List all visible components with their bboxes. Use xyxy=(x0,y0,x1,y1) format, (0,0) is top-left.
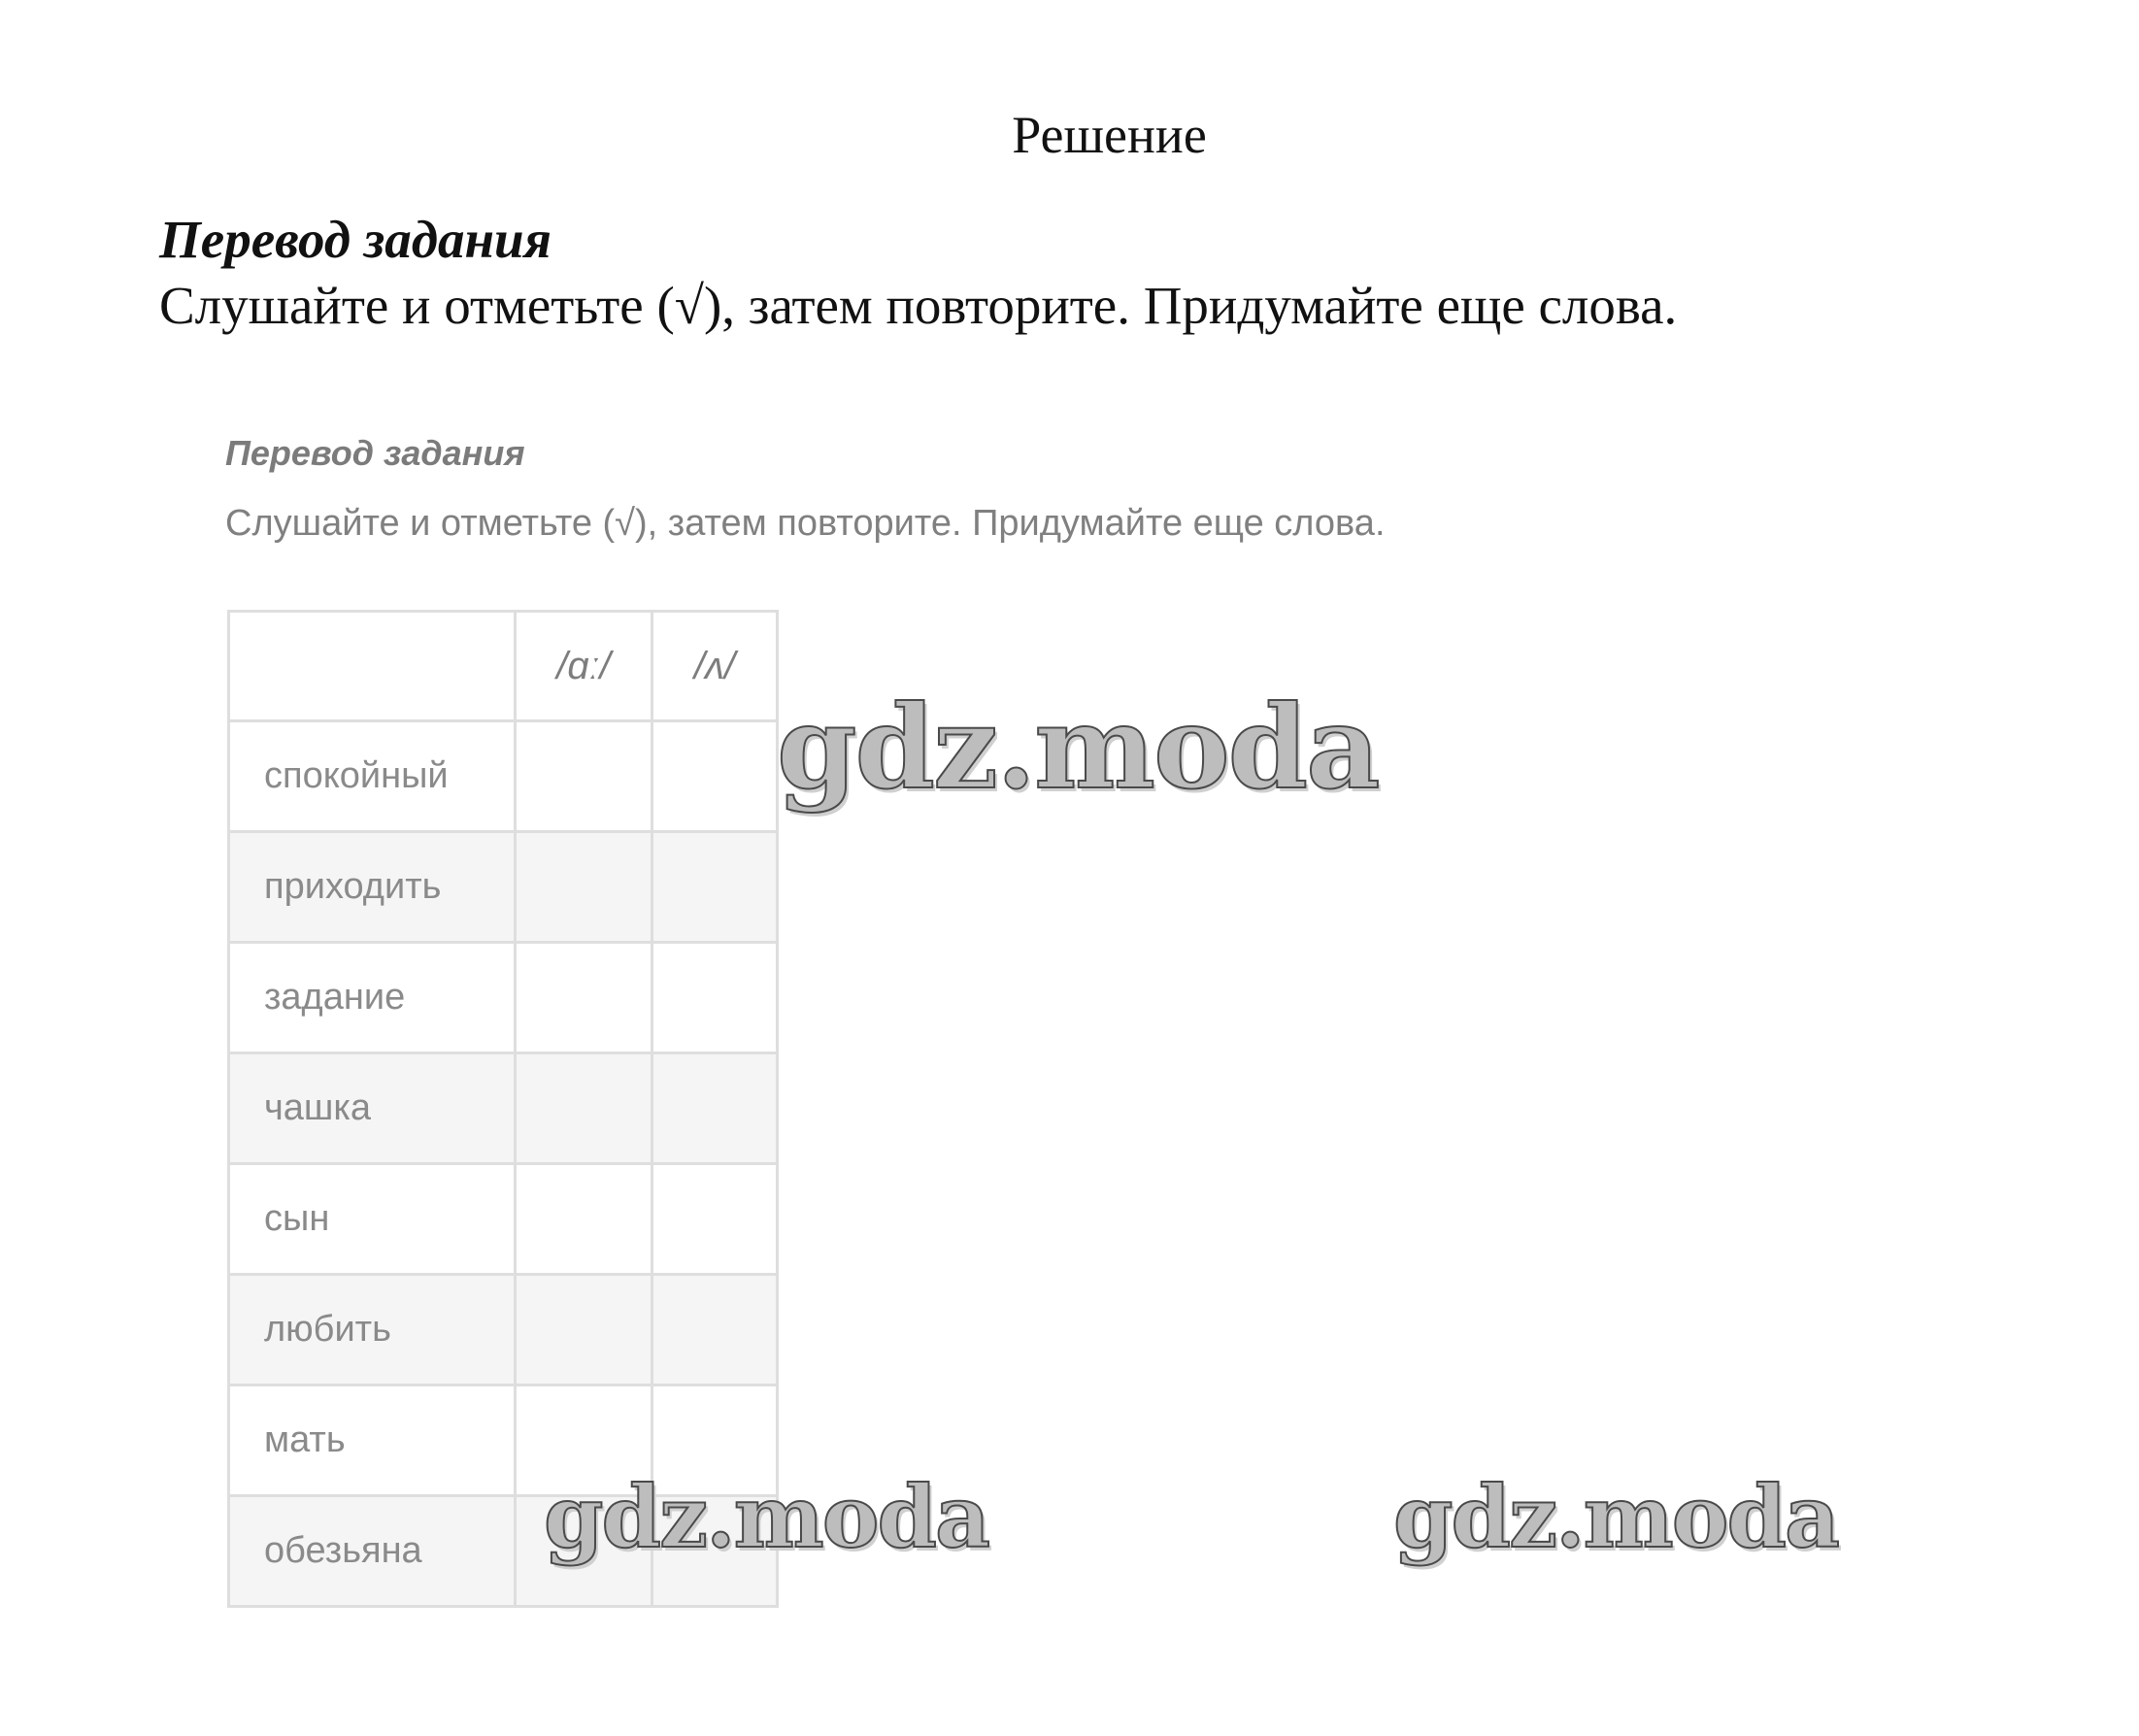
table-cell-word: сын xyxy=(229,1164,516,1275)
table-header-long-a: /ɑː/ xyxy=(516,612,652,721)
table-cell-check-a xyxy=(516,1164,652,1275)
table-cell-check-b xyxy=(652,1164,778,1275)
watermark-logo: gdz.moda xyxy=(777,680,1379,815)
table-header-word xyxy=(229,612,516,721)
table-row xyxy=(229,832,778,943)
screenshot-heading: Перевод задания xyxy=(225,433,525,473)
screenshot-instruction: Слушайте и отметьте (√), затем повторите. Придумайте еще слова. xyxy=(225,503,1386,544)
table-cell-check-a xyxy=(516,1053,652,1164)
table-cell-check-b xyxy=(652,943,778,1053)
table-row xyxy=(229,1275,778,1385)
table-cell-word: мать xyxy=(229,1385,516,1496)
table-cell-word: чашка xyxy=(229,1053,516,1164)
sound-check-table xyxy=(227,610,779,1608)
table-cell-check-b xyxy=(652,1053,778,1164)
table-header-short-u: /ʌ/ xyxy=(652,612,778,721)
table-row xyxy=(229,943,778,1053)
task-translation-heading: Перевод задания xyxy=(159,210,551,269)
table-cell-check-b xyxy=(652,832,778,943)
table-cell-check-a xyxy=(516,943,652,1053)
table-cell-word: спокойный xyxy=(229,721,516,832)
table-cell-word: обезьяна xyxy=(229,1496,516,1607)
table-cell-check-a xyxy=(516,1275,652,1385)
watermark-logo: gdz.moda xyxy=(1393,1466,1839,1567)
watermark-logo: gdz.moda xyxy=(544,1466,989,1567)
table-row xyxy=(229,1164,778,1275)
task-instruction: Слушайте и отметьте (√), затем повторите. Придумайте еще слова. xyxy=(159,276,1678,335)
table-cell-check-b xyxy=(652,1275,778,1385)
table-cell-word: задание xyxy=(229,943,516,1053)
table-cell-check-a xyxy=(516,832,652,943)
table-cell-check-b xyxy=(652,721,778,832)
table-row xyxy=(229,1053,778,1164)
table-cell-check-a xyxy=(516,721,652,832)
table-header-row xyxy=(229,612,778,721)
page-title: Решение xyxy=(1012,106,1207,164)
table-row xyxy=(229,721,778,832)
table-cell-word: приходить xyxy=(229,832,516,943)
table-cell-word: любить xyxy=(229,1275,516,1385)
